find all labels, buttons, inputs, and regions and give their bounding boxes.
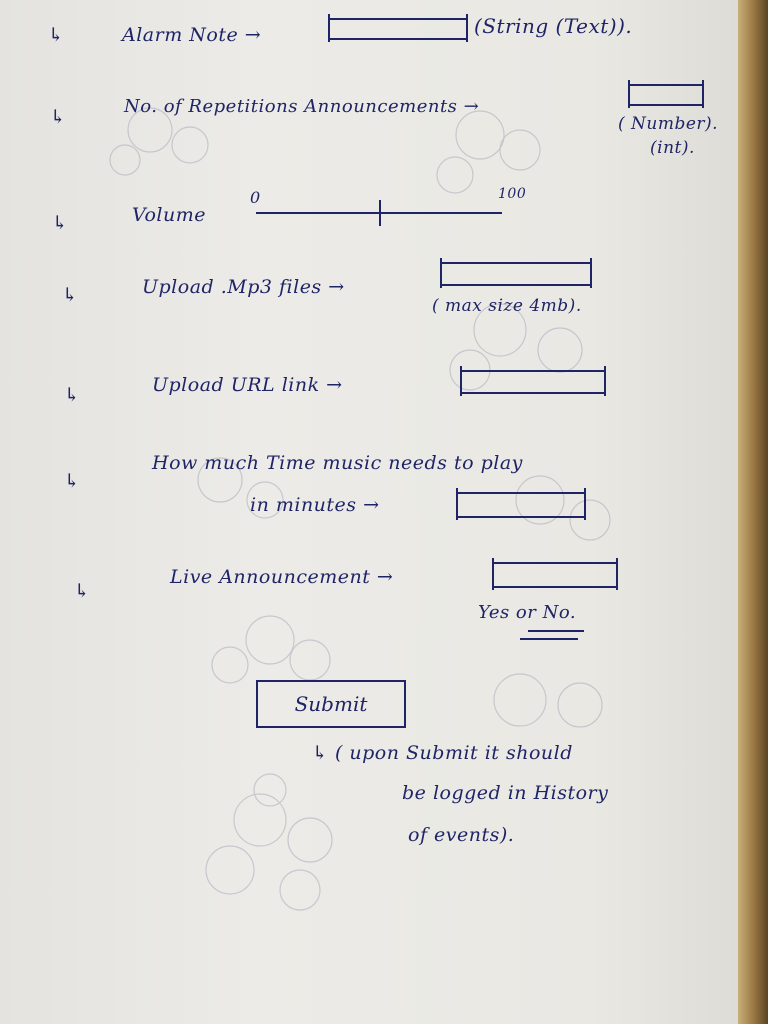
alarm-note-input[interactable] — [328, 18, 468, 40]
upload-mp3-input[interactable] — [440, 262, 592, 286]
volume-label: Volume — [132, 204, 206, 226]
row-arrow-icon: ↳ — [52, 212, 69, 234]
row-arrow-icon: ↳ — [62, 284, 79, 306]
row-arrow-icon: ↳ — [74, 580, 91, 602]
notebook-edge — [738, 0, 768, 1024]
submit-note-line-3: of events). — [408, 824, 515, 846]
upload-mp3-note: ( max size 4mb). — [432, 296, 582, 316]
music-time-label-2: in minutes → — [250, 494, 380, 516]
volume-min: 0 — [250, 188, 261, 207]
repetitions-type: ( Number). — [618, 114, 719, 134]
live-announcement-note: Yes or No. — [478, 602, 577, 623]
volume-slider-thumb[interactable] — [379, 200, 381, 226]
upload-url-label: Upload URL link → — [152, 374, 343, 396]
live-announcement-input[interactable] — [492, 562, 618, 588]
music-time-input[interactable] — [456, 492, 586, 518]
row-arrow-icon: ↳ — [64, 470, 81, 492]
row-arrow-icon: ↳ — [64, 384, 81, 406]
repetitions-input[interactable] — [628, 84, 704, 106]
alarm-note-type: (String (Text)). — [474, 14, 633, 38]
row-arrow-icon: ↳ — [48, 24, 65, 46]
repetitions-type-int: (int). — [650, 138, 695, 158]
submit-button[interactable]: Submit — [256, 680, 406, 728]
underline-decoration — [528, 630, 584, 632]
row-arrow-icon: ↳ — [50, 106, 67, 128]
upload-url-input[interactable] — [460, 370, 606, 394]
alarm-note-label: Alarm Note → — [122, 24, 262, 46]
live-announcement-label: Live Announcement → — [170, 566, 394, 588]
repetitions-label: No. of Repetitions Announcements → — [124, 96, 480, 117]
upload-mp3-label: Upload .Mp3 files → — [142, 276, 345, 298]
music-time-label: How much Time music needs to play — [152, 452, 523, 474]
volume-max: 100 — [498, 186, 527, 202]
underline-decoration — [520, 638, 578, 640]
submit-note-line-2: be logged in History — [402, 782, 609, 804]
submit-note-line-1: ↳ ( upon Submit it should — [312, 742, 573, 764]
